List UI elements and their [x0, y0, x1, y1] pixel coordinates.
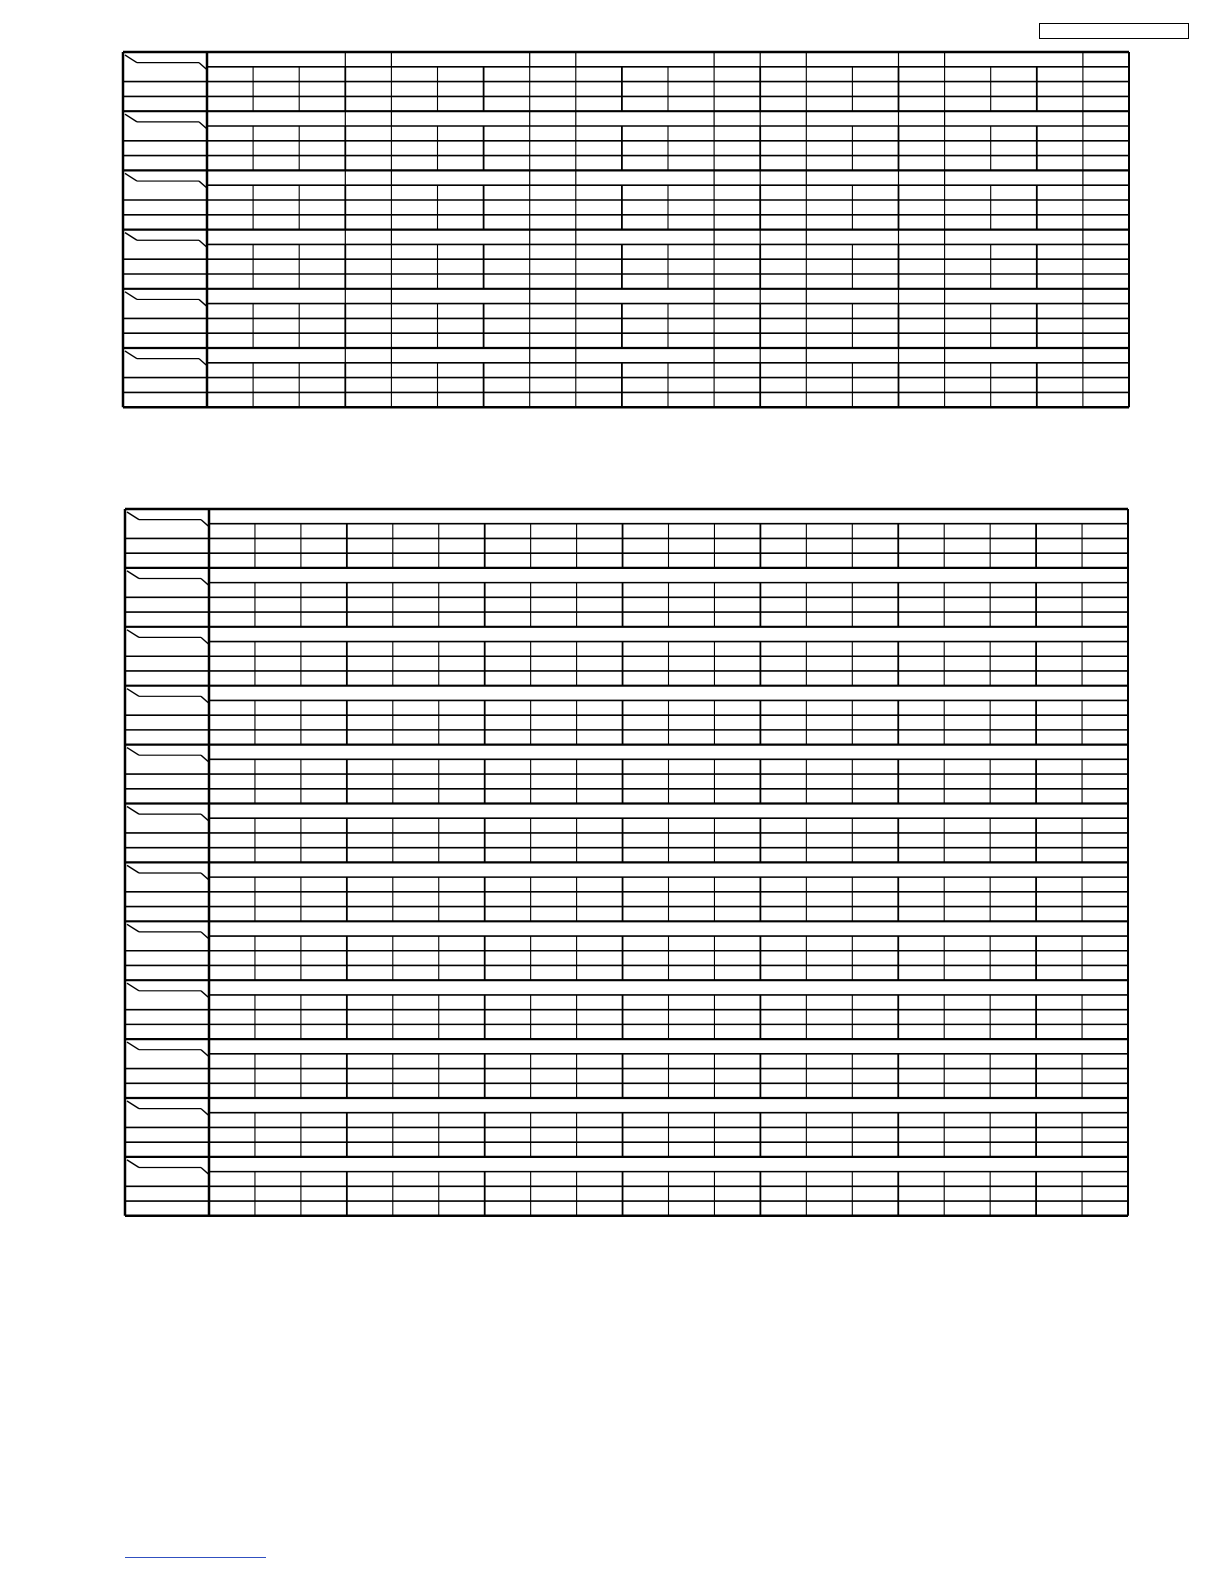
- diagonal-header-mark: [125, 55, 137, 63]
- diagonal-header-mark: [127, 512, 139, 520]
- diagonal-header-mark: [127, 1042, 139, 1050]
- footer-link-line: [125, 1557, 266, 1558]
- diagonal-header-mark: [125, 233, 137, 241]
- diagonal-header-mark: [127, 1101, 139, 1109]
- diagonal-header-mark: [125, 351, 137, 359]
- diagonal-header-mark: [127, 630, 139, 638]
- diagonal-header-mark: [127, 924, 139, 932]
- diagonal-header-mark: [127, 983, 139, 991]
- lower-table: [125, 509, 1128, 1216]
- diagonal-header-mark: [127, 689, 139, 697]
- upper-table: [123, 52, 1129, 407]
- diagonal-header-mark: [125, 114, 137, 122]
- header-reference-box: [1039, 23, 1189, 39]
- diagonal-header-mark: [127, 807, 139, 815]
- diagonal-header-mark: [127, 571, 139, 579]
- diagonal-header-mark: [125, 173, 137, 181]
- diagonal-header-mark: [127, 865, 139, 873]
- diagonal-header-mark: [127, 1160, 139, 1168]
- diagonal-header-mark: [127, 748, 139, 756]
- diagonal-header-mark: [125, 292, 137, 300]
